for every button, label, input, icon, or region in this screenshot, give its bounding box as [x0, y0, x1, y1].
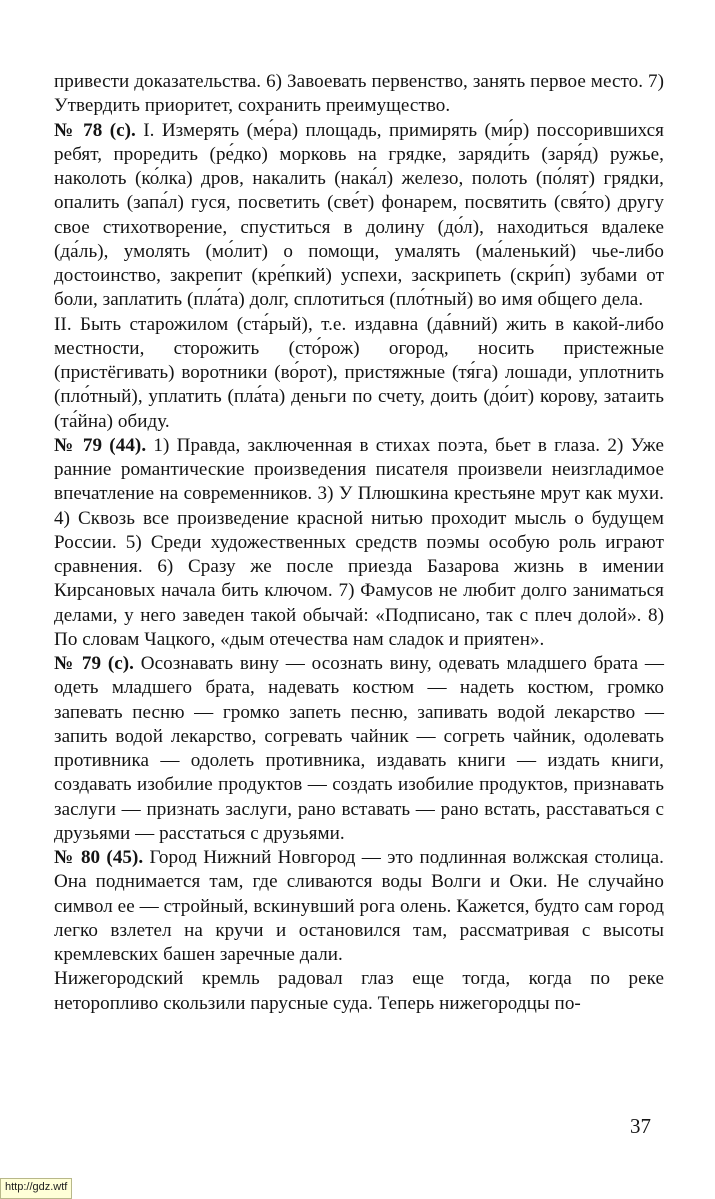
paragraph-exercise-80-45-continued: [54, 967, 664, 1016]
paragraph-text: 1) Правда, заключенная в стихах поэта, бьет в глаза. 2) Уже ранние романтические произведения писателя произвели неизгладимое впечатление на современников. 3) У Плюшкина крестьяне мрут как мухи. 4) Сквозь все произведение красной нитью проходит мысль о будущем России. 5) Среди художественных средств поэмы особую роль играют сравнения. 6) Сразу же после приезда Базарова жизнь в имении Кирсановых начала бить ключом. 7) Фамусов не любит долго заниматься делами, у него заведен такой обычай: «Подписано, так с плеч долой». 8) По словам Чацкого, «дым отечества нам сладок и приятен».: [54, 434, 664, 650]
paragraph-intro: [54, 70, 664, 119]
paragraph-exercise-78c-part2: [54, 313, 664, 434]
document-body: [54, 70, 664, 1016]
exercise-number: № 79 (с).: [54, 653, 134, 674]
exercise-number: № 80 (45).: [54, 847, 144, 868]
exercise-number: № 78 (с).: [54, 119, 136, 141]
paragraph-text: I. Измерять (ме́ра) площадь, примирять (ми́р) поссорившихся ребят, проредить (ре́дко) морковь на грядке, заряди́ть (заря́д) ружье, наколоть (ко́лка) дров, накалить (нака́л) железо, полоть (по́лят) грядки, опалить (запа́л) гуся, посветить (све́т) фонарем, посвятить (свя́то) другу свое стихотворение, спуститься в долину (до́л), находиться вдалеке (да́ль), умолять (мо́лит) о помощи, умалять (ма́ленький) чье-либо достоинство, закрепит (кре́пкий) успехи, заскрипеть (скри́п) зубами от боли, заплатить (пла́та) долг, сплотиться (пло́тный) во имя общего дела.: [54, 119, 664, 311]
paragraph-text: привести доказательства. 6) Завоевать первенство, занять первое место. 7) Утвердить приоритет, сохранить преимущество.: [54, 71, 664, 117]
paragraph-exercise-80-45: [54, 846, 664, 967]
exercise-number: № 79 (44).: [54, 434, 147, 456]
paragraph-exercise-79c: [54, 652, 664, 846]
paragraph-text: Город Нижний Новгород — это подлинная волжская столица. Она поднимается там, где сливаются воды Волги и Оки. Не случайно символ ее — стройный, вскинувший рога олень. Кажется, будто сам город легко взлетел на кручи и остановился там, рассматривая с высоты кремлевских башен заречные дали.: [54, 847, 664, 965]
paragraph-text: Нижегородский кремль радовал глаз еще тогда, когда по реке неторопливо скользили парусные суда. Теперь нижегородцы по-: [54, 968, 664, 1014]
page-number: 37: [630, 1114, 651, 1138]
paragraph-text: II. Быть старожилом (ста́рый), т.е. издавна (да́вний) жить в какой-либо местности, сторожить (сто́рож) огород, носить пристежные (пристёгивать) воротники (во́рот), пристяжные (тя́га) лошади, уплотнить (пло́тный), уплатить (пла́та) деньги по счету, доить (до́ит) корову, затаить (та́йна) обиду.: [54, 313, 664, 432]
paragraph-exercise-78c-part1: [54, 119, 664, 313]
paragraph-exercise-79-44: [54, 434, 664, 652]
source-watermark[interactable]: http://gdz.wtf: [0, 1178, 72, 1199]
paragraph-text: Осознавать вину — осознать вину, одевать младшего брата — одеть младшего брата, надевать костюм — надеть костюм, громко запевать песню — громко запеть песню, запивать водой лекарство — запить водой лекарство, согревать чайник — согреть чайник, одолевать противника — одолеть противника, издавать книги — издать книги, создавать изобилие продуктов — создать изобилие продуктов, признавать заслуги — признать заслуги, рано вставать — рано встать, расставаться с друзьями — расстаться с друзьями.: [54, 653, 664, 844]
